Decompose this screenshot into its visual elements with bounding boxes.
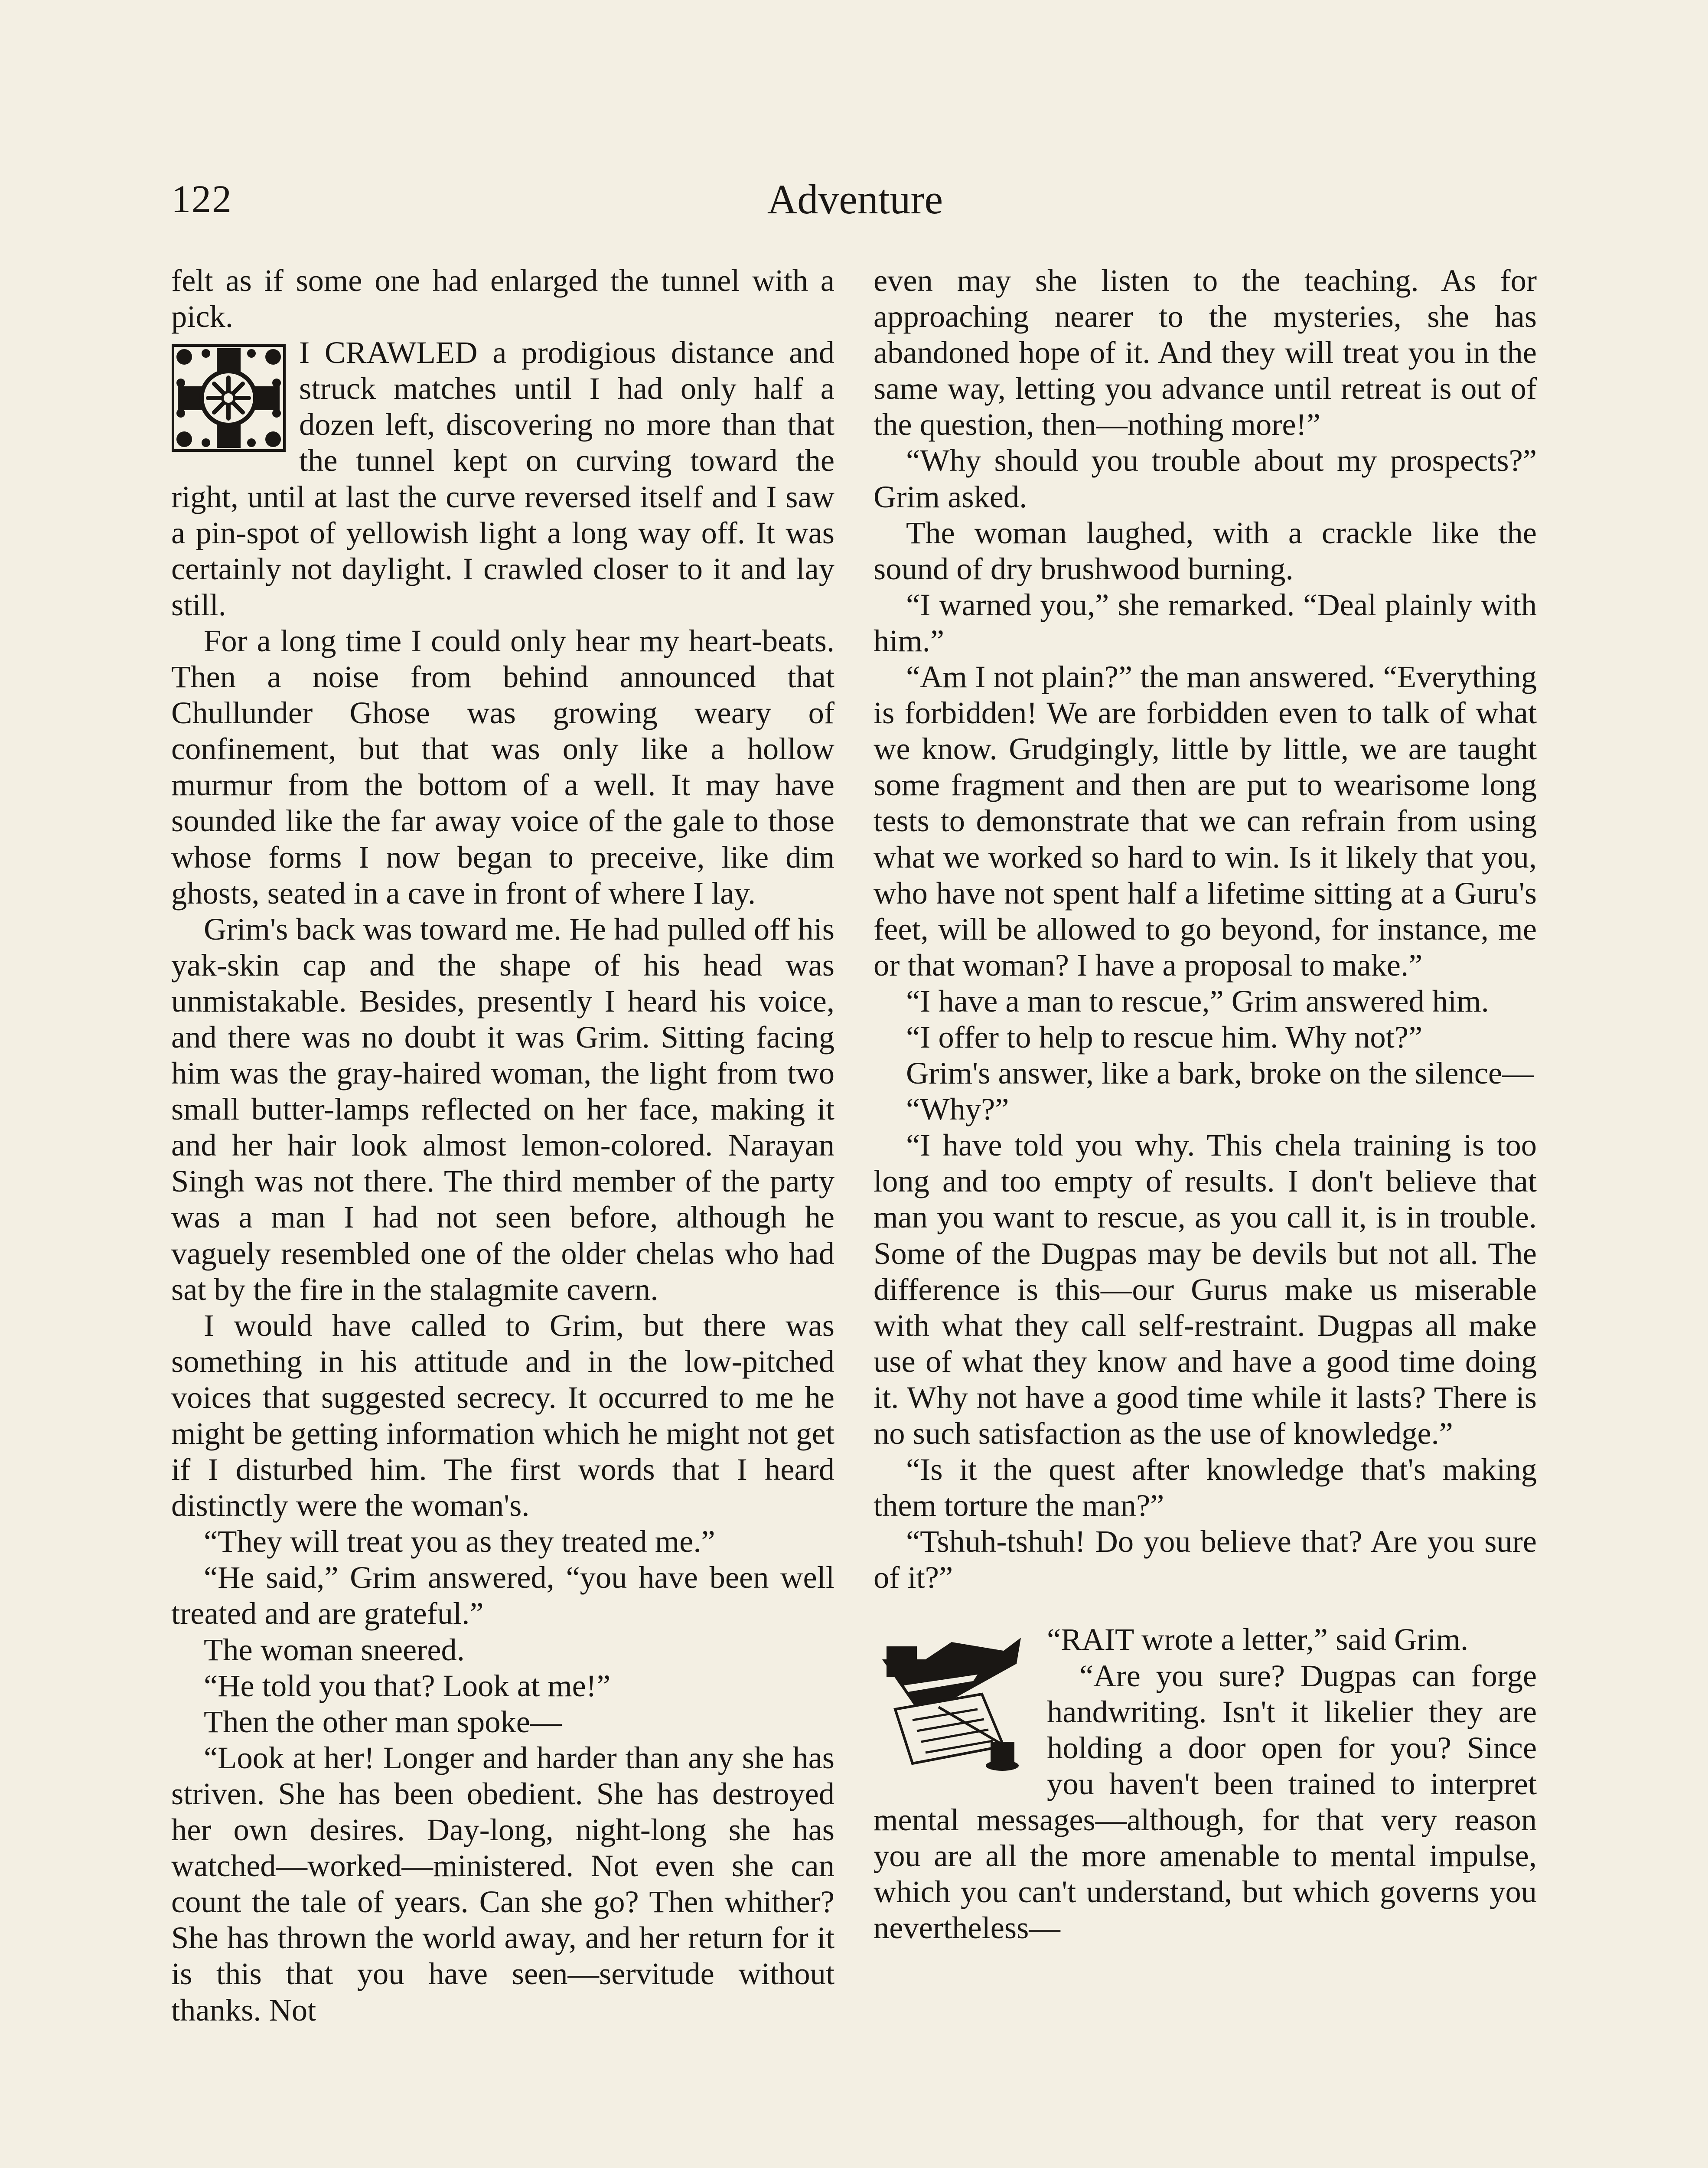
- paragraph: “Look at her! Longer and harder than any she has striven. She has been obedient. She has destroyed her own desires. Day-long, night-long she has watched—worked—ministered. Not even she can count the tale of years. Can she go? Then whither? She has thrown the world away, and her return for it is this that you have seen—servitude without thanks. Not: [171, 1740, 834, 2028]
- paragraph: “He told you that? Look at me!”: [204, 1668, 611, 1703]
- drop-cap-ornament-icon: [171, 344, 286, 452]
- paragraph: The woman sneered.: [204, 1632, 465, 1667]
- paragraph: I would have called to Grim, but there was something in his attitude and in the low-pitched voices that suggested secrecy. It occurred to me he might be getting information which he might not get if I disturbed him. The first words that I heard distinctly were the woman's.: [171, 1307, 834, 1523]
- paragraph: even may she listen to the teaching. As for approaching nearer to the mysteries, she has abandoned hope of it. And they will treat you in the same way, letting you advance until retreat is out of the question, then—nothing more!”: [874, 263, 1537, 442]
- paragraph: For a long time I could only hear my heart-beats. Then a noise from behind announced that Chullunder Ghose was growing weary of confinement, but that was only like a hollow murmur from the bottom of a well. It may have sounded like the far away voice of the gale to those whose forms I now began to preceive, like dim ghosts, seated in a cave in front of where I lay.: [171, 623, 834, 911]
- section-start-paragraph: [874, 1621, 1537, 1657]
- paragraph: “Why should you trouble about my prospects?” Grim asked.: [874, 443, 1537, 514]
- right-column: [874, 262, 1537, 1946]
- paragraph: Grim's answer, like a bark, broke on the silence—: [906, 1055, 1534, 1091]
- running-title: Adventure: [767, 176, 943, 222]
- paragraph: “I have a man to rescue,” Grim answered him.: [906, 983, 1489, 1019]
- paragraph-text: “RAIT wrote a letter,” said Grim.: [1047, 1622, 1469, 1657]
- page-header: [171, 171, 1539, 228]
- paragraph: “I warned you,” she remarked. “Deal plainly with him.”: [874, 587, 1537, 658]
- paragraph-with-drop-ornament: [171, 334, 834, 623]
- paragraph: “Why?”: [906, 1091, 1009, 1127]
- paragraph-text: I CRAWLED a prodigious distance and struck matches until I had only half a dozen left, discovering no more than that the tunnel kept on curving toward the right, until at last the curve reversed itself and I saw a pin-spot of yellowish light a long way off. It was certainly not daylight. I crawled closer to it and lay still.: [171, 335, 834, 622]
- paragraph: “I have told you why. This chela training is too long and too empty of results. I don't believe that man you want to rescue, as you call it, is in trouble. Some of the Dugpas may be devils but not all. The difference is this—our Gurus make us miserable with what they call self-restraint. Dugpas all make use of what they know and have a good time doing it. Why not have a good time while it lasts? There is no such satisfaction as the use of knowledge.”: [874, 1127, 1537, 1451]
- page-number: 122: [171, 178, 232, 221]
- paragraph: “Tshuh-tshuh! Do you believe that? Are you sure of it?”: [874, 1524, 1537, 1595]
- paragraph: “I offer to help to rescue him. Why not?”: [906, 1019, 1423, 1055]
- paragraph: Grim's back was toward me. He had pulled off his yak-skin cap and the shape of his head was unmistakable. Besides, presently I heard his voice, and there was no doubt it was Grim. Sitting facing him was the gray-haired woman, the light from two small butter-lamps reflected on her face, making it and her hair look almost lemon-colored. Narayan Singh was not there. The third member of the party was a man I had not seen before, although he vaguely resembled one of the older chelas who had sat by the fire in the stalagmite cavern.: [171, 911, 834, 1307]
- paragraph: “They will treat you as they treated me.”: [204, 1524, 715, 1559]
- paragraph: “Am I not plain?” the man answered. “Everything is forbidden! We are forbidden even to talk of what we know. Grudgingly, little by little, we are taught some fragment and then are put to wearisome long tests to demonstrate that we can refrain from using what we worked so hard to win. Is it likely that you, who have not spent half a lifetime sitting at a Guru's feet, will be allowed to go beyond, for instance, me or that woman? I have a proposal to make.”: [874, 659, 1537, 983]
- left-column: [171, 262, 834, 2028]
- paragraph: Then the other man spoke—: [204, 1704, 562, 1739]
- paragraph: The woman laughed, with a crackle like the sound of dry brushwood burning.: [874, 515, 1537, 586]
- paragraph: “Are you sure? Dugpas can forge handwriting. Isn't it likelier they are holding a door open for you? Since you haven't been trained to interpret mental messages—although, for that very reason you are all the more amenable to mental impulse, which you can't understand, but which governs you nevertheless—: [874, 1658, 1537, 1946]
- paragraph: “He said,” Grim answered, “you have been well treated and are grateful.”: [171, 1560, 834, 1631]
- quill-and-letter-icon: [874, 1633, 1030, 1776]
- paragraph: “Is it the quest after knowledge that's making them torture the man?”: [874, 1452, 1537, 1523]
- paragraph: felt as if some one had enlarged the tunnel with a pick.: [171, 263, 834, 334]
